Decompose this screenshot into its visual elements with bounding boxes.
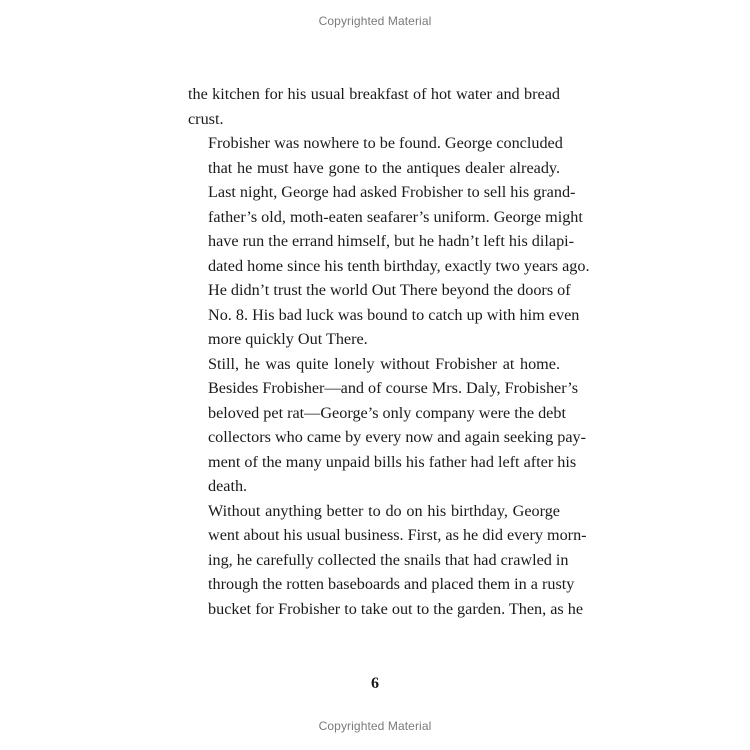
text-line: Besides Frobisher—and of course Mrs. Daly, Frobisher’s bbox=[208, 379, 579, 397]
copyright-watermark-bottom: Copyrighted Material bbox=[318, 719, 432, 733]
text-line: through the rotten baseboards and placed them in a rusty bbox=[208, 575, 575, 593]
text-line: dated home since his tenth birthday, exactly two years ago. bbox=[208, 256, 590, 275]
text-line: No. 8. His bad luck was bound to catch up with him even bbox=[208, 305, 580, 324]
text-line: collectors who came by every now and again seeking pay- bbox=[208, 428, 587, 446]
paragraph bbox=[188, 352, 587, 499]
copyright-watermark-top: Copyrighted Material bbox=[318, 14, 432, 28]
text-line: that he must have gone to the antiques dealer already. bbox=[208, 158, 560, 177]
text-line: Still, he was quite lonely without Frobisher at home. bbox=[208, 354, 560, 373]
paragraph bbox=[188, 82, 560, 131]
text-line: ment of the many unpaid bills his father had left after his bbox=[208, 452, 577, 471]
text-line: ing, he carefully collected the snails that had crawled in bbox=[208, 550, 569, 569]
text-line: Without anything better to do on his birthday, George bbox=[208, 501, 560, 520]
text-line: death. bbox=[208, 477, 248, 495]
text-line: father’s old, moth-eaten seafarer’s uniform. George might bbox=[208, 207, 583, 226]
text-line: more quickly Out There. bbox=[208, 330, 368, 348]
text-line: the kitchen for his usual breakfast of hot water and bread bbox=[188, 85, 560, 103]
text-line: bucket for Frobisher to take out to the garden. Then, as he bbox=[208, 599, 584, 618]
paragraph bbox=[188, 499, 587, 622]
body-text bbox=[188, 82, 590, 621]
page-number: 6 bbox=[371, 675, 379, 692]
text-line: Frobisher was nowhere to be found. George concluded bbox=[208, 134, 563, 152]
text-line: Last night, George had asked Frobisher to sell his grand- bbox=[208, 183, 576, 201]
text-line: went about his usual business. First, as he did every morn- bbox=[208, 526, 587, 544]
paragraph bbox=[188, 131, 590, 352]
text-line: beloved pet rat—George’s only company were the debt bbox=[208, 403, 566, 422]
text-line: He didn’t trust the world Out There beyond the doors of bbox=[208, 281, 571, 299]
text-line: crust. bbox=[188, 109, 224, 128]
text-line: have run the errand himself, but he hadn’t left his dilapi- bbox=[208, 232, 575, 250]
